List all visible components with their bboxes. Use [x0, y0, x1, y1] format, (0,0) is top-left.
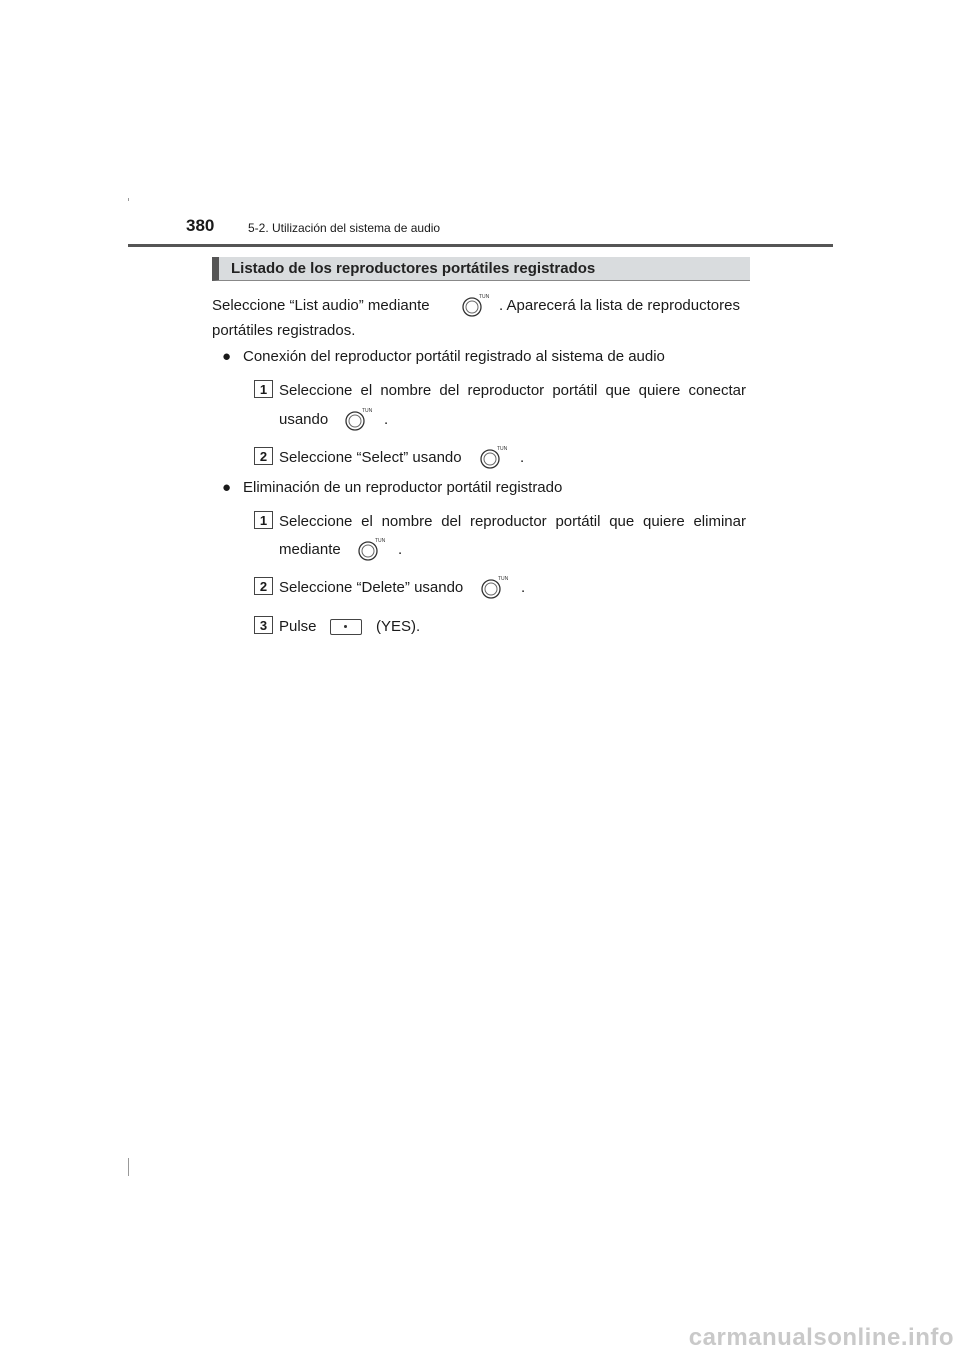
intro-text-1: Seleccione “List audio” mediante	[212, 297, 430, 314]
step-text-cont: mediante	[279, 541, 341, 558]
margin-mark	[128, 1158, 129, 1176]
step-text: Seleccione el nombre del reproductor portátil que quiere conectar	[279, 382, 746, 399]
step-text: Seleccione “Select” usando	[279, 449, 462, 466]
tune-select-knob-icon	[459, 292, 489, 318]
step-text-cont: usando	[279, 411, 329, 428]
bullet-icon: ●	[222, 479, 232, 496]
section-title: Listado de los reproductores portátiles registrados	[231, 260, 596, 277]
step-end: .	[520, 449, 525, 466]
bullet-text: Conexión del reproductor portátil registrado al sistema de audio	[243, 348, 665, 365]
margin-mark	[128, 198, 129, 201]
step-number: 3	[254, 616, 273, 634]
bullet-icon: ●	[222, 348, 232, 365]
step-text: Seleccione “Delete” usando	[279, 579, 464, 596]
preset-button-icon	[330, 619, 362, 635]
step-end: (YES).	[376, 618, 421, 635]
step-number: 1	[254, 380, 273, 398]
tune-select-knob-icon	[342, 406, 372, 432]
step-text: Pulse	[279, 618, 317, 635]
tune-select-knob-icon	[355, 536, 385, 562]
step-number: 1	[254, 511, 273, 529]
watermark: carmanualsonline.info	[688, 1324, 954, 1351]
step-end: .	[398, 541, 403, 558]
step-end: .	[384, 411, 389, 428]
header-rule	[128, 244, 833, 247]
intro-text-2: . Aparecerá la lista de reproductores	[499, 297, 740, 314]
step-number: 2	[254, 447, 273, 465]
page-number: 380	[186, 216, 215, 235]
tune-select-knob-icon	[478, 574, 508, 600]
section-header	[212, 257, 750, 281]
step-text: Seleccione el nombre del reproductor portátil que quiere eliminar	[279, 513, 746, 530]
step-end: .	[521, 579, 526, 596]
chapter-title: 5-2. Utilización del sistema de audio	[248, 221, 441, 235]
step-number: 2	[254, 577, 273, 595]
tune-select-knob-icon	[477, 444, 507, 470]
intro-text-3: portátiles registrados.	[212, 322, 356, 339]
bullet-text: Eliminación de un reproductor portátil registrado	[243, 479, 563, 496]
